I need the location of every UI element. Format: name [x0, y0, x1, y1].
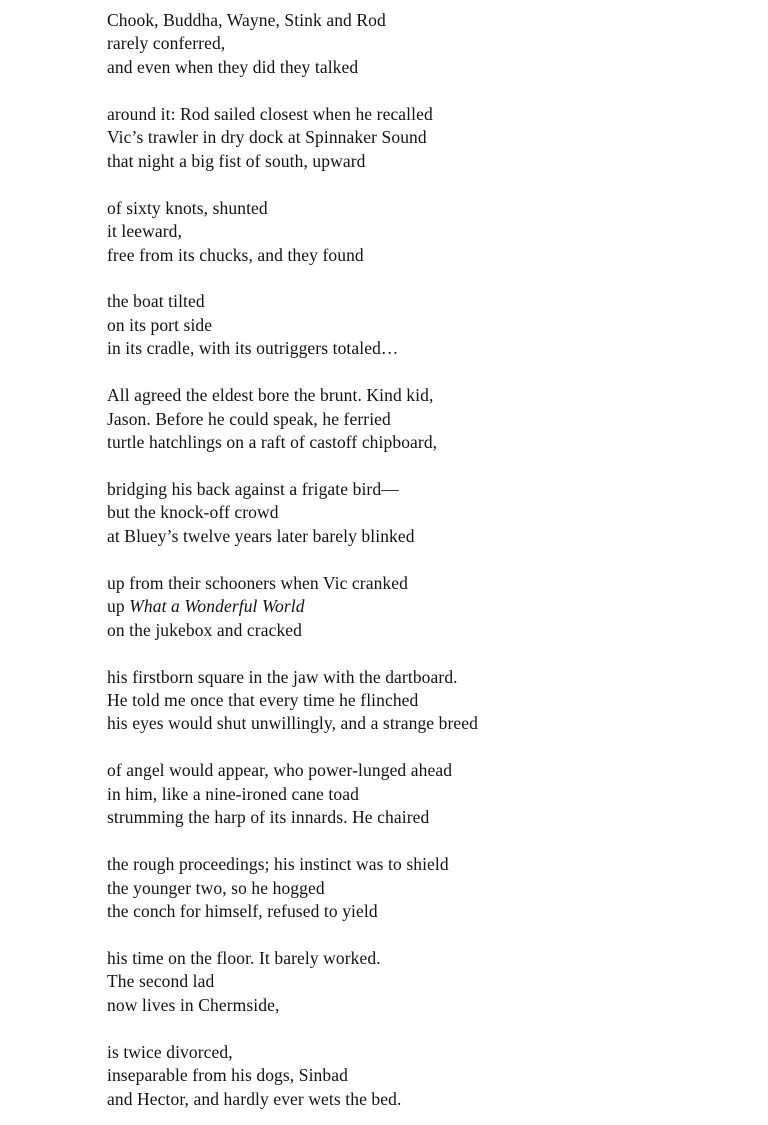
poem-line: up from their schooners when Vic cranked: [107, 572, 409, 593]
poem-line: the conch for himself, refused to yield: [107, 901, 378, 922]
poem-line: Chook, Buddha, Wayne, Stink and Rod: [107, 10, 386, 30]
poem-stanza: [107, 290, 478, 360]
poem-line-with-song-title: [107, 595, 478, 618]
poem-stanza: [107, 478, 478, 548]
poem-stanza: [107, 103, 478, 173]
poem-stanza: [107, 384, 478, 454]
poem-line: bridging his back against a frigate bird—: [107, 478, 399, 499]
poem-stanza: [107, 759, 478, 829]
poem-line: The second lad: [107, 971, 215, 992]
poem-line: the rough proceedings; his instinct was to shield: [107, 854, 449, 875]
poem-line: of angel would appear, who power-lunged ahead: [107, 760, 453, 781]
poem-line: is twice divorced,: [107, 1041, 233, 1062]
poem-line: his firstborn square in the jaw with the dartboard.: [107, 666, 458, 687]
poem-line: strumming the harp of its innards. He chaired: [107, 807, 430, 828]
poem-line: in its cradle, with its outriggers totaled…: [107, 338, 399, 359]
poem-line: Vic’s trawler in dry dock at Spinnaker Sound: [107, 127, 427, 148]
poem-line: around it: Rod sailed closest when he recalled: [107, 103, 433, 124]
poem-line: turtle hatchlings on a raft of castoff chipboard,: [107, 432, 438, 453]
poem-line: his eyes would shut unwillingly, and a strange breed: [107, 713, 479, 734]
poem-line: on the jukebox and cracked: [107, 619, 303, 640]
poem-line: it leeward,: [107, 221, 182, 242]
poem-stanza: [107, 853, 478, 923]
poem-line: but the knock-off crowd: [107, 502, 279, 523]
song-title-italic: What a Wonderful World: [129, 596, 305, 617]
poem-line: rarely conferred,: [107, 33, 226, 54]
poem-line: at Bluey’s twelve years later barely blinked: [107, 525, 415, 546]
poem-line-roman-segment: up: [107, 596, 130, 617]
poem-line: of sixty knots, shunted: [107, 197, 268, 218]
poem-line: the younger two, so he hogged: [107, 877, 325, 898]
poem-line: inseparable from his dogs, Sinbad: [107, 1065, 348, 1086]
poem-line: Jason. Before he could speak, he ferried: [107, 408, 391, 429]
poem-line: He told me once that every time he flinched: [107, 690, 419, 711]
poem-line: and Hector, and hardly ever wets the bed.: [107, 1088, 402, 1109]
poem-line: on its port side: [107, 314, 213, 335]
poem-line: his time on the floor. It barely worked.: [107, 947, 381, 968]
poem-line: free from its chucks, and they found: [107, 244, 364, 265]
poem-stanza: [107, 947, 478, 1017]
poem-line: in him, like a nine-ironed cane toad: [107, 783, 359, 804]
poem-line: now lives in Chermside,: [107, 994, 280, 1015]
poem-stanza: [107, 666, 478, 736]
poem-stanza: [107, 572, 478, 642]
poem-stanza: [107, 9, 478, 79]
poem-stanza: [107, 1041, 478, 1111]
poem-line: the boat tilted: [107, 291, 205, 312]
poem-line: All agreed the eldest bore the brunt. Kind kid,: [107, 385, 434, 406]
poem-line: that night a big fist of south, upward: [107, 150, 366, 171]
poem-line: and even when they did they talked: [107, 56, 359, 77]
poem-stanza: [107, 197, 478, 267]
poem-text-block: [107, 9, 478, 1111]
